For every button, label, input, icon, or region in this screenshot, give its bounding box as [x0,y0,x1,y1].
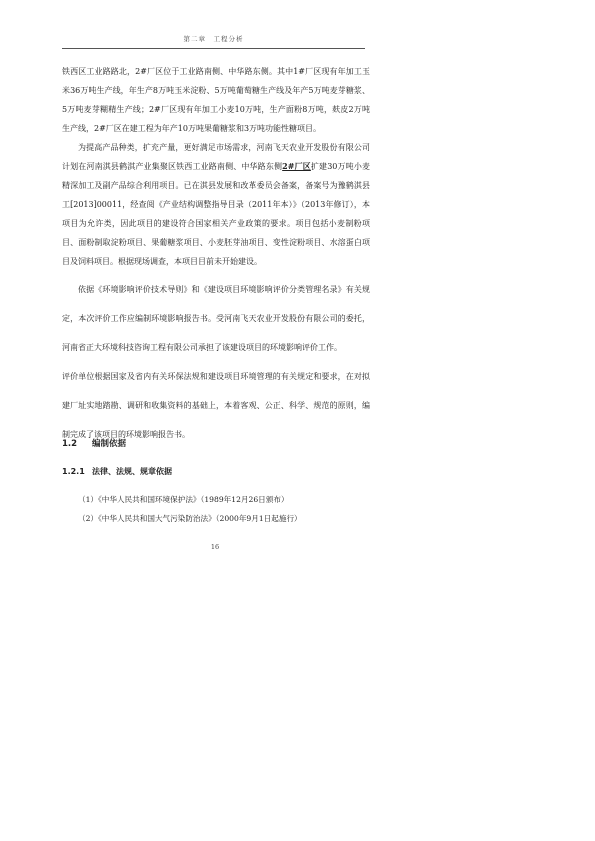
paragraph-4: 评价单位根据国家及省内有关环保法规和建设项目环境管理的有关规定和要求，在对拟建厂址实地踏勘、调研和收集资料的基础上，本着客观、公正、科学、规范的原则，编制完成了该项目的环境影响报告书。 [62,372,370,439]
section-heading [62,437,126,449]
underlined-site: 2#厂区 [282,161,311,171]
paragraph-2-part-a: 为提高产品种类，扩充产量，更好满足市场需求，河南飞天农业开发股份有限公司计划在河南淇县鹤淇产业集聚区铁西工业路南侧、中华路东侧 [62,143,370,171]
page-number: 16 [210,543,220,551]
section-number: 1.2 [62,439,78,449]
law-list [78,490,302,528]
list-item: （1）《中华人民共和国环境保护法》（1989年12月26日颁布） [78,495,289,504]
list-item: （2）《中华人民共和国大气污染防治法》（2000年9月1日起施行） [78,514,302,523]
paragraph-3: 依据《环境影响评价技术导则》和《建设项目环境影响评价分类管理名录》有关规定，本次评价工作应编制环境影响报告书。受河南飞天农业开发股份有限公司的委托，河南省正大环境科技咨询工程有限公司承担了该建设项目的环境影响评价工作。 [62,285,370,352]
paragraph-1: 铁西区工业路路北，2#厂区位于工业路南侧、中华路东侧。其中1#厂区现有年加工玉米36万吨生产线，年生产8万吨玉米淀粉、5万吨葡萄糖生产线及年产5万吨麦芽糖浆、5万吨麦芽糊精生产线；2#厂区现有年加工小麦10万吨，生产面粉8万吨，麸皮2万吨生产线，2#厂区在建工程为年产10万吨果葡糖浆和3万吨功能性糖项目。 [62,67,370,133]
paragraph-2-part-b: 扩建30万吨小麦精深加工及副产品综合利用项目。已在淇县发展和改革委员会备案，备案号为豫鹤淇县工[2013]00011，经查阅《产业结构调整指导目录（2011年本）》（2013年修订），本项目为允许类，因此项目的建设符合国家相关产业政策的要求。项目包括小麦制粉项目、面粉制取淀粉项目、果葡糖浆项目、小麦胚芽油项目、变性淀粉项目、水溶蛋白项目及饲料项目。根据现场调查，本项目目前未开始建设。 [62,162,370,266]
body-text [62,62,370,449]
section-title: 编制依据 [92,439,127,449]
page-header [62,34,365,49]
subsection-number: 1.2.1 [62,467,85,476]
subsection-heading [62,466,172,477]
chapter-title: 第二章 工程分析 [183,35,244,43]
subsection-title: 法律、法规、规章依据 [92,467,172,476]
paragraph-2 [62,138,370,271]
